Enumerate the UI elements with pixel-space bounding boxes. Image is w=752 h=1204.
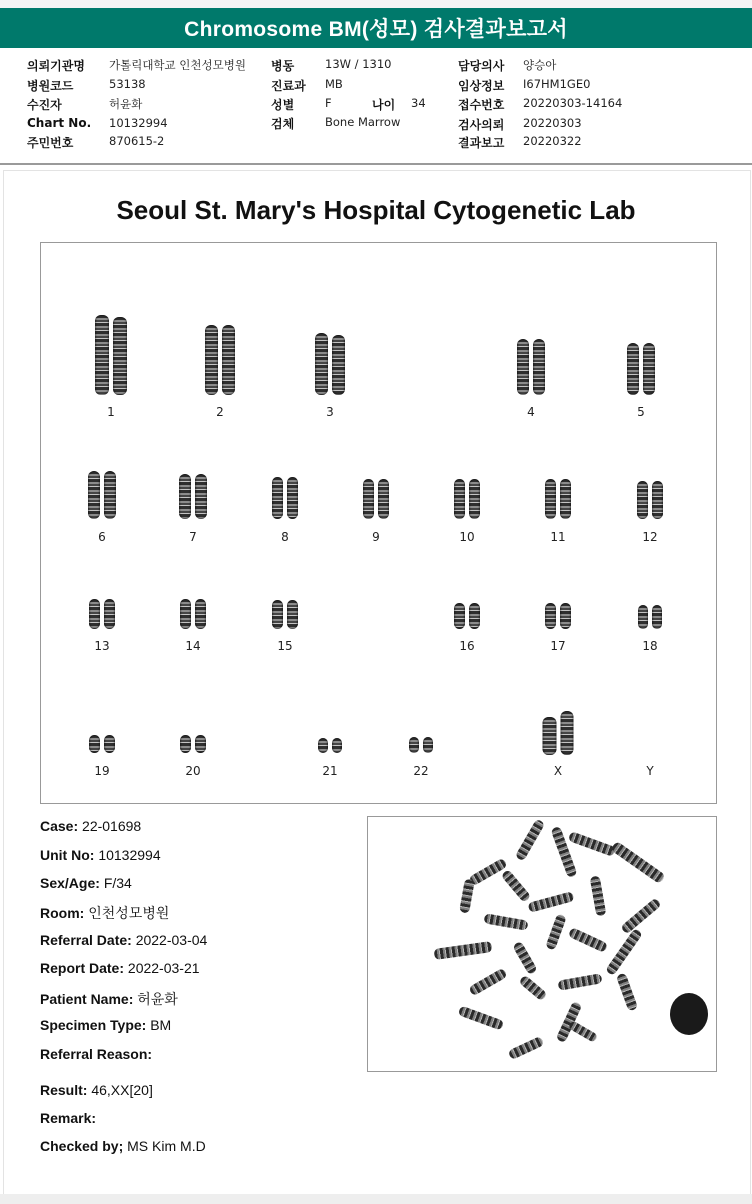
chromosome-pair-21 [318,738,342,753]
code-value: 53138 [109,77,146,91]
sex-value: F [325,96,332,110]
sex-age-row [40,875,132,891]
unit-label: Unit No: [40,847,99,863]
referral-date-row [40,932,207,948]
room-value: 인천성모병원 [88,905,170,921]
chromosome-pair-20 [180,735,206,753]
patient-name-label: Patient Name: [40,991,138,1007]
chromosome-pair-12 [637,481,663,519]
request-label: 검사의뢰 [458,118,505,132]
report-date-row [40,960,200,976]
chromosome-label: 12 [642,530,658,544]
chromosome-pair-22 [409,737,433,753]
chromosome-pair-10 [454,479,480,519]
chromosome-label: 6 [98,530,106,544]
hospital-label: 의뢰기관명 [27,59,85,73]
chromosome-label: 22 [413,764,429,778]
unit-value: 10132994 [98,847,161,863]
specimen-type-row [40,1017,171,1033]
room-label: Room: [40,905,89,921]
age-value: 34 [411,96,426,110]
chromosome-label: 21 [322,764,338,778]
chromosome-pair-7 [179,474,207,519]
specimen-value: Bone Marrow [325,115,401,129]
referral-reason-label: Referral Reason: [40,1046,153,1062]
chromosome-pair-11 [545,479,571,519]
report-date-value: 2022-03-21 [127,960,200,976]
chromosome-pair-15 [272,600,298,629]
ward-value: 13W / 1310 [325,57,392,71]
result-row [40,1082,153,1098]
receipt-value: 20220303-14164 [523,96,623,110]
checked-value: MS Kim M.D [127,1138,206,1154]
dept-value: MB [325,77,343,91]
chromosome-label: 11 [550,530,566,544]
chromosome-label: 2 [216,405,224,419]
id-label: 주민번호 [27,136,74,150]
specimen-type-label: Specimen Type: [40,1017,151,1033]
result-value: 46,XX[20] [91,1082,153,1098]
patient-name-value: 허윤화 [137,991,178,1007]
chromosome-label: 9 [372,530,380,544]
chromosome-pair-14 [180,599,206,629]
chromosome-label: 20 [185,764,201,778]
patient-value: 허윤화 [109,97,143,111]
room-row [40,903,169,923]
chromosome-pair-8 [272,477,298,519]
ward-label: 병동 [271,59,295,73]
patient-name-row [40,989,178,1009]
sex-age-value: F/34 [103,875,132,891]
chromosome-pair-9 [363,479,389,519]
bottom-strip [0,1194,752,1204]
unit-row [40,847,161,863]
header-divider [0,163,752,165]
sex-age-label: Sex/Age: [40,875,104,891]
chromosome-label: Y [646,764,654,778]
clinical-label: 임상정보 [458,79,505,93]
chromosome-pair-3 [315,333,345,395]
chromosome-label: 8 [281,530,289,544]
chromosome-pair-18 [638,605,662,629]
chromosome-label: 15 [277,639,293,653]
sex-label: 성별 [271,98,295,112]
result-label: Result: [40,1082,92,1098]
chromosome-pair-x [543,711,574,755]
age-label: 나이 [372,98,396,112]
chromosome-label: 10 [459,530,475,544]
chromosome-pair-17 [545,603,571,629]
chromosome-label: 14 [185,639,201,653]
chromosome-pair-19 [89,735,115,753]
checked-label: Checked by; [40,1138,128,1154]
request-value: 20220303 [523,116,582,130]
chromosome-label: 16 [459,639,475,653]
remark-row [40,1110,96,1126]
case-row [40,818,141,834]
chromosome-label: 7 [189,530,197,544]
lab-title: Seoul St. Mary's Hospital Cytogenetic Lab [116,195,636,225]
hospital-value: 가톨릭대학교 인천성모병원 [109,58,246,72]
dept-label: 진료과 [271,79,306,93]
chromosome-pair-1 [95,315,127,395]
report-value: 20220322 [523,134,582,148]
top-strip [0,0,752,8]
case-label: Case: [40,818,83,834]
patient-label: 수진자 [27,98,62,112]
report-title: Chromosome BM(성모) 검사결과보고서 [0,8,752,48]
chromosome-label: 1 [107,405,115,419]
report-label: 결과보고 [458,136,505,150]
id-value: 870615-2 [109,134,165,148]
referral-reason-row [40,1046,152,1062]
chromosome-label: 13 [94,639,110,653]
doctor-label: 담당의사 [458,59,505,73]
referral-date-value: 2022-03-04 [135,932,208,948]
chart-label: Chart No. [27,116,92,130]
chromosome-pair-4 [517,339,545,395]
patient-info-panel [0,48,752,165]
chromosome-label: 19 [94,764,110,778]
chromosome-label: 4 [527,405,535,419]
chromosome-pair-5 [627,343,655,395]
chromosome-pair-2 [205,325,235,395]
karyogram [40,242,717,804]
chart-value: 10132994 [109,116,168,130]
metaphase-image [367,816,717,1072]
remark-label: Remark: [40,1110,97,1126]
chromosome-label: X [553,764,563,778]
clinical-value: I67HM1GE0 [523,77,591,91]
specimen-label: 검체 [271,117,295,131]
doctor-value: 양승아 [523,58,557,72]
specimen-type-value: BM [150,1017,172,1033]
chromosome-label: 5 [637,405,645,419]
checked-row [40,1138,206,1154]
chromosome-pair-13 [89,599,115,629]
chromosome-pair-6 [88,471,116,519]
referral-date-label: Referral Date: [40,932,136,948]
report-date-label: Report Date: [40,960,128,976]
case-value: 22-01698 [82,818,142,834]
receipt-label: 접수번호 [458,98,505,112]
code-label: 병원코드 [27,79,74,93]
interphase-nucleus [670,993,708,1035]
chromosome-label: 17 [550,639,566,653]
chromosome-label: 3 [326,405,334,419]
chromosome-pair-16 [454,603,480,629]
chromosome-label: 18 [642,639,658,653]
